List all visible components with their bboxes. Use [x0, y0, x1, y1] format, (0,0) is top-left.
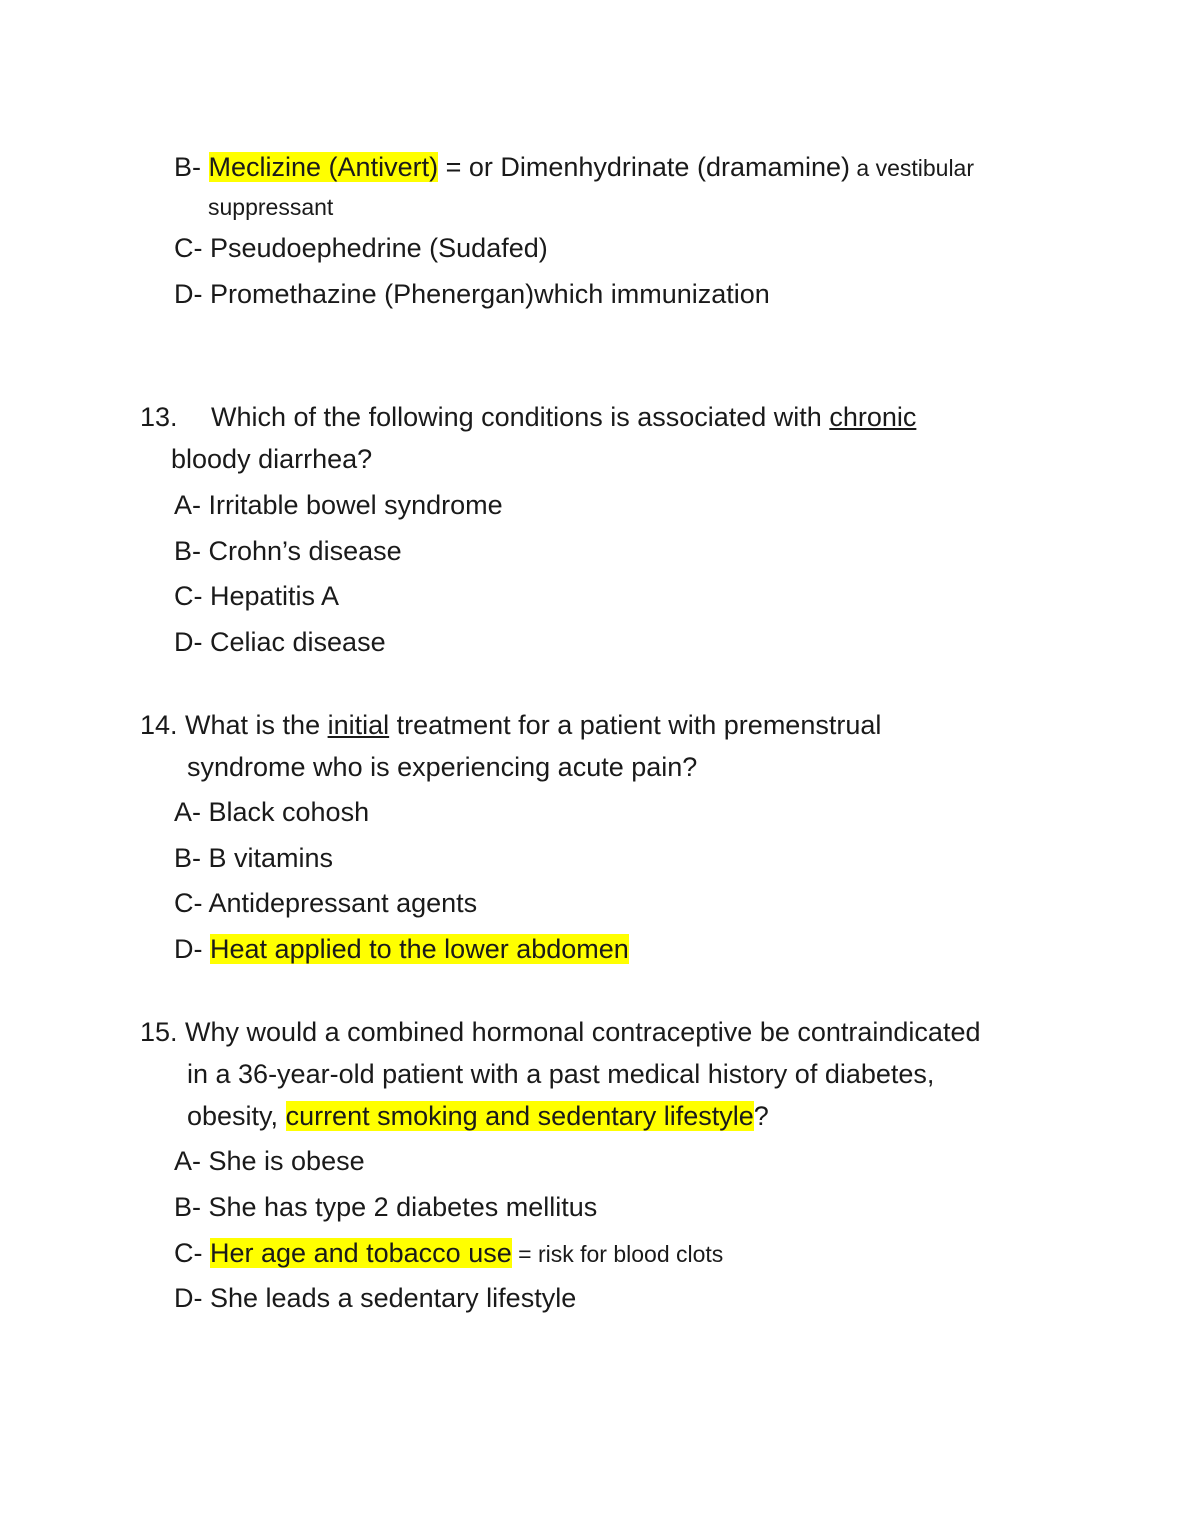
q13-question-emphasis: chronic [829, 402, 917, 432]
q12-option-b-note: = or Dimenhydrinate (dramamine) [438, 152, 850, 182]
q14-question-emphasis: initial [327, 710, 390, 740]
q15-option-c-answer: Her age and tobacco use [210, 1238, 512, 1268]
q14-option-d [174, 932, 629, 966]
q14-option-c: C- Antidepressant agents [174, 888, 478, 918]
q12-option-b-note-small: a vestibular [850, 155, 975, 181]
q13-option-b: B- Crohn’s disease [174, 536, 402, 566]
q12-option-b-prefix: B- [174, 152, 201, 182]
q15-question-cont-2 [187, 1099, 769, 1133]
q15-option-c-prefix: C- [174, 1238, 203, 1268]
q14-option-b: B- B vitamins [174, 843, 334, 873]
q15-option-c [174, 1236, 723, 1271]
q15-option-b: B- She has type 2 diabetes mellitus [174, 1192, 598, 1222]
q14-option-d-prefix: D- [174, 934, 203, 964]
q13-number: 13. [140, 402, 178, 432]
q14-question [140, 708, 881, 742]
q15-question-pre: obesity, [187, 1101, 286, 1131]
q15-question-highlight: current smoking and sedentary lifestyle [285, 1101, 754, 1131]
q15-question-cont-1: in a 36-year-old patient with a past medical history of diabetes, [187, 1059, 935, 1089]
q15-option-c-note: = risk for blood clots [511, 1241, 724, 1267]
q13-option-c: C- Hepatitis A [174, 581, 340, 611]
q15-option-d: D- She leads a sedentary lifestyle [174, 1283, 577, 1313]
q13-question [211, 400, 916, 434]
q15-question-post: ? [753, 1101, 769, 1131]
q12-option-b [174, 150, 974, 185]
q14-option-d-answer: Heat applied to the lower abdomen [210, 934, 629, 964]
q14-question-prefix: 14. What is the [140, 710, 328, 740]
q15-question: 15. Why would a combined hormonal contraceptive be contraindicated [140, 1017, 981, 1047]
q12-option-b-answer: Meclizine (Antivert) [208, 152, 439, 182]
q12-option-b-note-cont: suppressant [208, 194, 334, 220]
q13-option-d: D- Celiac disease [174, 627, 386, 657]
q13-question-cont: bloody diarrhea? [171, 444, 373, 474]
q15-option-a: A- She is obese [174, 1146, 365, 1176]
q14-question-cont: syndrome who is experiencing acute pain? [187, 752, 698, 782]
q14-option-a: A- Black cohosh [174, 797, 370, 827]
q13-question-text: Which of the following conditions is associated with [211, 402, 830, 432]
q12-option-d: D- Promethazine (Phenergan)which immunization [174, 279, 770, 309]
q14-question-text: treatment for a patient with premenstrual [389, 710, 882, 740]
q13-option-a: A- Irritable bowel syndrome [174, 490, 503, 520]
q12-option-c: C- Pseudoephedrine (Sudafed) [174, 233, 548, 263]
